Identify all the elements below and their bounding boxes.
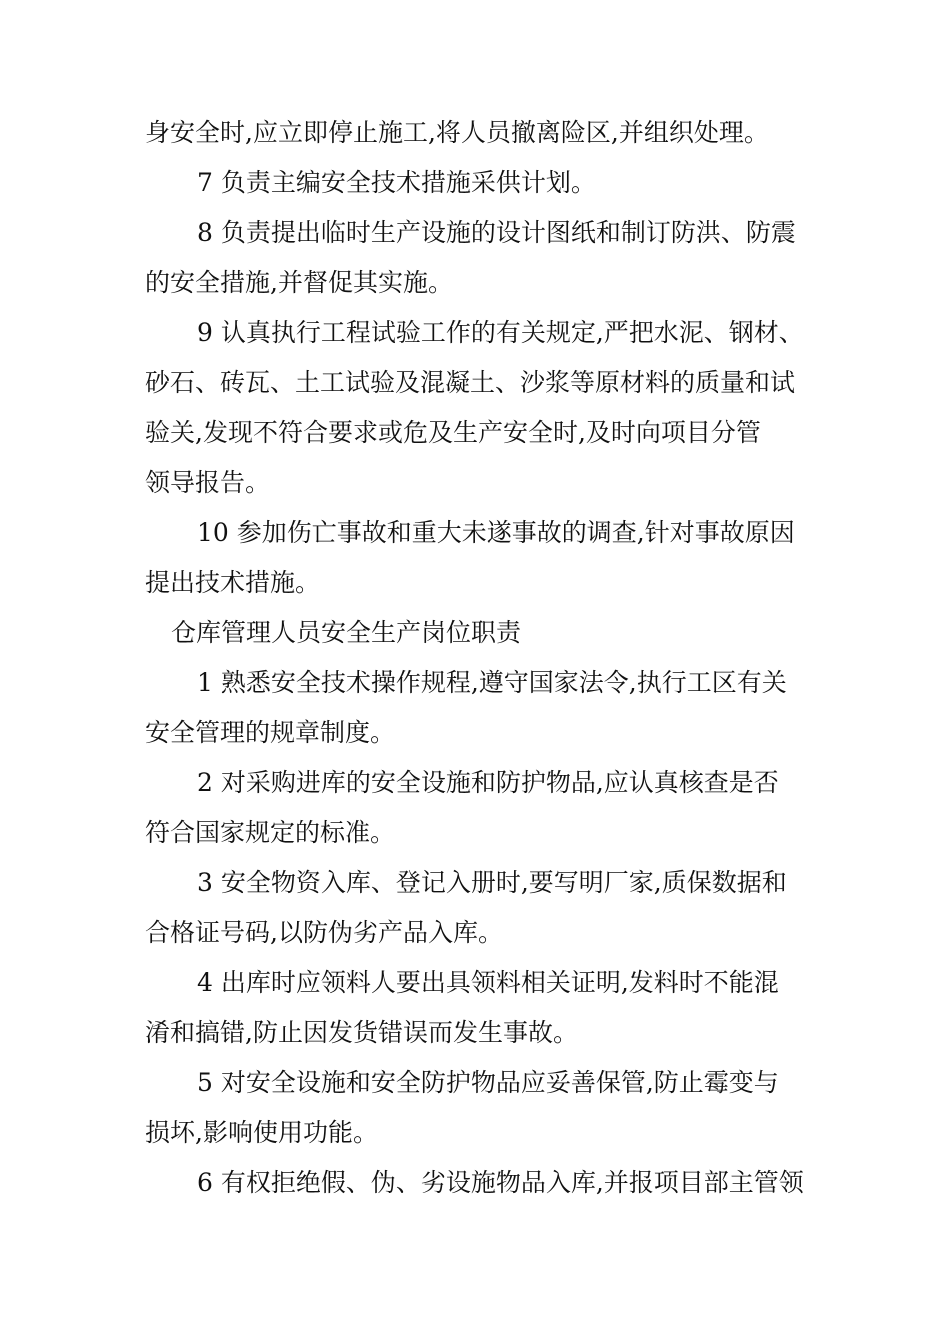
text-line: 安全管理的规章制度。 [145, 718, 396, 747]
document-body [145, 108, 815, 1208]
text-line: 合格证号码,以防伪劣产品入库。 [145, 918, 503, 947]
text-line: 符合国家规定的标准。 [145, 818, 396, 847]
text-line: 砂石、砖瓦、土工试验及混凝土、沙浆等原材料的质量和试 [145, 368, 796, 397]
text-line: 7 负责主编安全技术措施采供计划。 [197, 168, 596, 197]
text-line: 领导报告。 [145, 468, 271, 497]
text-line: 损坏,影响使用功能。 [145, 1118, 378, 1147]
text-line: 4 出库时应领料人要出具领料相关证明,发料时不能混 [197, 968, 779, 997]
text-line: 8 负责提出临时生产设施的设计图纸和制订防洪、防震 [197, 218, 796, 247]
text-line: 淆和搞错,防止因发货错误而发生事故。 [145, 1018, 578, 1047]
text-line: 验关,发现不符合要求或危及生产安全时,及时向项目分管 [145, 418, 761, 447]
text-line: 10 参加伤亡事故和重大未遂事故的调查,针对事故原因 [197, 518, 795, 547]
text-line: 2 对采购进库的安全设施和防护物品,应认真核查是否 [197, 768, 779, 797]
text-line: 1 熟悉安全技术操作规程,遵守国家法令,执行工区有关 [197, 668, 787, 697]
text-line: 9 认真执行工程试验工作的有关规定,严把水泥、钢材、 [197, 318, 804, 347]
text-line: 3 安全物资入库、登记入册时,要写明厂家,质保数据和 [197, 868, 787, 897]
text-line: 6 有权拒绝假、伪、劣设施物品入库,并报项目部主管领 [197, 1168, 804, 1197]
text-line: 的安全措施,并督促其实施。 [145, 268, 453, 297]
text-line: 提出技术措施。 [145, 568, 321, 597]
text-line: 5 对安全设施和安全防护物品应妥善保管,防止霉变与 [197, 1068, 779, 1097]
section-heading: 仓库管理人员安全生产岗位职责 [171, 618, 522, 647]
text-line: 身安全时,应立即停止施工,将人员撤离险区,并组织处理。 [145, 118, 769, 147]
